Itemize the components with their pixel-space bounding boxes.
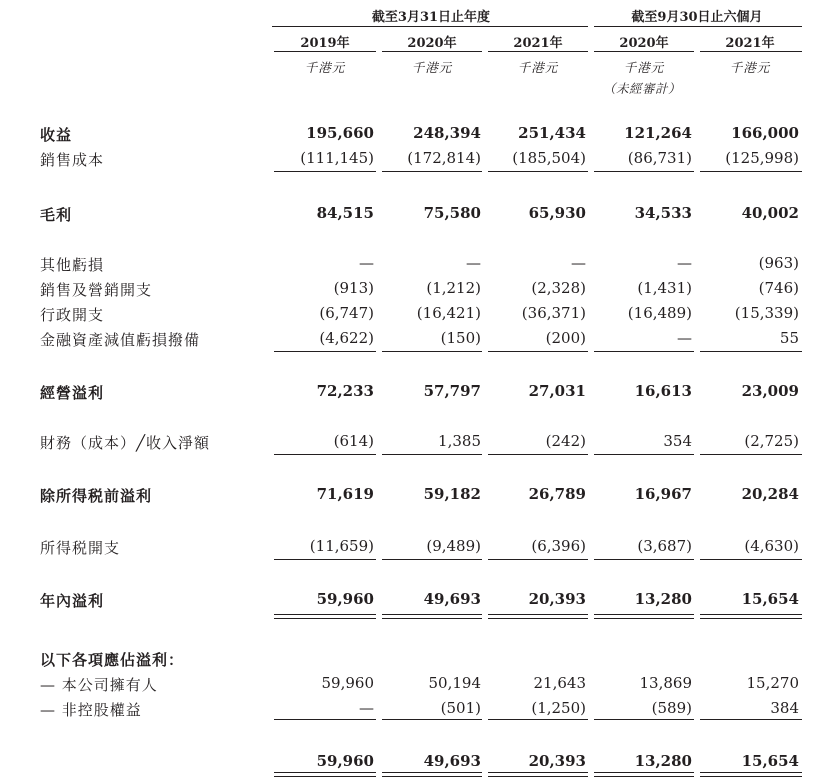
row-value-col-1: (614) — [333, 432, 374, 450]
double-rule-profit-5 — [700, 614, 802, 619]
table-row — [0, 674, 813, 696]
rule-impairment-5 — [700, 351, 802, 352]
row-value-col-4: 13,280 — [634, 590, 692, 608]
year-rule-5 — [700, 51, 802, 52]
table-row — [0, 304, 813, 326]
row-value-col-3: 65,930 — [528, 204, 586, 222]
row-value-col-1: (111,145) — [300, 149, 374, 167]
row-value-col-2: (1,212) — [426, 279, 481, 297]
row-value-col-4: 13,280 — [634, 752, 692, 770]
table-row — [0, 329, 813, 351]
row-label: — 本公司擁有人 — [40, 676, 158, 694]
table-row — [0, 382, 813, 404]
year-rule-4 — [594, 51, 694, 52]
row-label: 銷售成本 — [40, 151, 105, 169]
row-value-col-1: 59,960 — [321, 674, 374, 692]
row-value-col-5: 23,009 — [741, 382, 799, 400]
row-value-col-1: (913) — [333, 279, 374, 297]
row-label: 除所得税前溢利 — [40, 487, 153, 505]
row-value-col-5: 15,270 — [746, 674, 799, 692]
group-rule-six-months — [594, 26, 802, 27]
row-value-col-3: (200) — [545, 329, 586, 347]
year-header-5: 2021年 — [725, 36, 775, 51]
table-row — [0, 432, 813, 454]
row-value-col-3: (185,504) — [512, 149, 586, 167]
rule-finance-3 — [488, 454, 588, 455]
double-rule-total-1 — [274, 772, 376, 777]
table-row — [0, 204, 813, 226]
rule-finance-2 — [382, 454, 482, 455]
rule-tax-3 — [488, 559, 588, 560]
row-value-col-1: 195,660 — [306, 124, 374, 142]
row-value-col-5: 40,002 — [741, 204, 799, 222]
row-value-col-3: (1,250) — [531, 699, 586, 717]
row-value-col-2: 50,194 — [428, 674, 481, 692]
row-value-col-4: 354 — [663, 432, 692, 450]
row-value-col-5: 384 — [770, 699, 799, 717]
row-value-col-2: 59,182 — [423, 485, 481, 503]
group-header-annual: 截至3月31日止年度 — [371, 10, 491, 25]
rule-cost-of-sales — [274, 171, 376, 172]
row-label: 銷售及營銷開支 — [40, 281, 153, 299]
row-value-col-1: 71,619 — [316, 485, 374, 503]
year-rule-1 — [274, 51, 376, 52]
row-value-col-4: 34,533 — [634, 204, 692, 222]
row-value-col-4: 13,869 — [639, 674, 692, 692]
table-row — [0, 649, 813, 671]
row-value-col-4: (1,431) — [637, 279, 692, 297]
row-value-col-3: (6,396) — [531, 537, 586, 555]
row-value-col-3: 251,434 — [518, 124, 586, 142]
unit-label-2: 千港元 — [411, 60, 453, 75]
row-label: 行政開支 — [40, 306, 105, 324]
row-value-col-2: 57,797 — [423, 382, 481, 400]
row-label: 財務（成本）╱收入淨額 — [40, 434, 211, 452]
table-row — [0, 124, 813, 146]
unit-label-3: 千港元 — [517, 60, 559, 75]
group-rule-annual — [272, 26, 588, 27]
rule-finance-1 — [274, 454, 376, 455]
row-value-col-3: 27,031 — [528, 382, 586, 400]
row-label: 其他虧損 — [40, 256, 105, 274]
table-row — [0, 590, 813, 612]
row-value-col-3: 20,393 — [528, 752, 586, 770]
row-value-col-1: 72,233 — [316, 382, 374, 400]
row-value-col-4: (3,687) — [637, 537, 692, 555]
row-value-col-1: — — [359, 254, 374, 272]
row-value-col-2: 49,693 — [423, 752, 481, 770]
double-rule-total-5 — [700, 772, 802, 777]
row-label: 金融資產減值虧損撥備 — [40, 331, 201, 349]
row-value-col-3: 26,789 — [528, 485, 586, 503]
row-value-col-4: (86,731) — [627, 149, 692, 167]
row-value-col-3: 21,643 — [533, 674, 586, 692]
row-value-col-4: — — [677, 329, 692, 347]
row-value-col-4: 16,967 — [634, 485, 692, 503]
row-value-col-3: (36,371) — [521, 304, 586, 322]
row-value-col-2: 1,385 — [438, 432, 481, 450]
row-value-col-2: (16,421) — [416, 304, 481, 322]
double-rule-profit-4 — [594, 614, 694, 619]
row-value-col-2: (172,814) — [407, 149, 481, 167]
table-row — [0, 699, 813, 721]
double-rule-total-2 — [382, 772, 482, 777]
rule-impairment-3 — [488, 351, 588, 352]
row-label: 收益 — [40, 126, 73, 144]
row-value-col-5: 20,284 — [741, 485, 799, 503]
group-header-six-months: 截至9月30日止六個月 — [631, 10, 763, 25]
table-row — [0, 149, 813, 171]
rule-impairment-2 — [382, 351, 482, 352]
row-value-col-2: — — [466, 254, 481, 272]
row-value-col-1: — — [359, 699, 374, 717]
row-value-col-5: (125,998) — [725, 149, 799, 167]
double-rule-total-3 — [488, 772, 588, 777]
row-value-col-5: 15,654 — [741, 752, 799, 770]
table-row — [0, 537, 813, 559]
row-value-col-4: 16,613 — [634, 382, 692, 400]
rule-cost-of-sales-3 — [488, 171, 588, 172]
year-header-4: 2020年 — [619, 36, 669, 51]
row-value-col-3: (242) — [545, 432, 586, 450]
row-value-col-5: (2,725) — [744, 432, 799, 450]
rule-nci-2 — [382, 719, 482, 720]
row-value-col-1: (6,747) — [319, 304, 374, 322]
rule-nci-1 — [274, 719, 376, 720]
row-value-col-2: (150) — [440, 329, 481, 347]
row-label: 經營溢利 — [40, 384, 105, 402]
double-rule-total-4 — [594, 772, 694, 777]
unit-label-4: 千港元 — [623, 60, 665, 75]
table-row — [0, 752, 813, 774]
row-value-col-3: — — [571, 254, 586, 272]
year-rule-3 — [488, 51, 588, 52]
row-value-col-4: 121,264 — [624, 124, 692, 142]
double-rule-profit-1 — [274, 614, 376, 619]
row-value-col-4: — — [677, 254, 692, 272]
year-rule-2 — [382, 51, 482, 52]
rule-tax-5 — [700, 559, 802, 560]
row-value-col-2: (9,489) — [426, 537, 481, 555]
rule-impairment-1 — [274, 351, 376, 352]
row-value-col-5: (15,339) — [734, 304, 799, 322]
rule-impairment-4 — [594, 351, 694, 352]
year-header-1: 2019年 — [300, 36, 350, 51]
row-value-col-3: (2,328) — [531, 279, 586, 297]
row-label: — 非控股權益 — [40, 701, 142, 719]
row-value-col-4: (16,489) — [627, 304, 692, 322]
row-value-col-5: (963) — [758, 254, 799, 272]
rule-tax-1 — [274, 559, 376, 560]
row-value-col-5: (4,630) — [744, 537, 799, 555]
rule-nci-4 — [594, 719, 694, 720]
rule-tax-4 — [594, 559, 694, 560]
row-value-col-1: (4,622) — [319, 329, 374, 347]
row-value-col-2: (501) — [440, 699, 481, 717]
row-value-col-4: (589) — [651, 699, 692, 717]
row-value-col-1: (11,659) — [309, 537, 374, 555]
rule-cost-of-sales-4 — [594, 171, 694, 172]
row-value-col-5: 15,654 — [741, 590, 799, 608]
row-value-col-5: 166,000 — [731, 124, 799, 142]
table-row — [0, 279, 813, 301]
year-header-2: 2020年 — [407, 36, 457, 51]
row-value-col-3: 20,393 — [528, 590, 586, 608]
row-label: 年內溢利 — [40, 592, 105, 610]
double-rule-profit-3 — [488, 614, 588, 619]
table-row — [0, 254, 813, 276]
unit-label-5: 千港元 — [729, 60, 771, 75]
rule-cost-of-sales-5 — [700, 171, 802, 172]
rule-cost-of-sales-2 — [382, 171, 482, 172]
row-value-col-2: 49,693 — [423, 590, 481, 608]
rule-nci-3 — [488, 719, 588, 720]
row-value-col-1: 84,515 — [316, 204, 374, 222]
rule-tax-2 — [382, 559, 482, 560]
unaudited-note: （未經審計） — [602, 81, 681, 96]
row-label: 以下各項應佔溢利： — [40, 651, 185, 669]
double-rule-profit-2 — [382, 614, 482, 619]
rule-nci-5 — [700, 719, 802, 720]
unit-label-1: 千港元 — [304, 60, 346, 75]
row-value-col-1: 59,960 — [316, 752, 374, 770]
row-value-col-5: (746) — [758, 279, 799, 297]
row-value-col-1: 59,960 — [316, 590, 374, 608]
row-label: 所得税開支 — [40, 539, 121, 557]
row-label: 毛利 — [40, 206, 73, 224]
row-value-col-2: 248,394 — [413, 124, 481, 142]
row-value-col-2: 75,580 — [423, 204, 481, 222]
year-header-3: 2021年 — [513, 36, 563, 51]
row-value-col-5: 55 — [779, 329, 799, 347]
rule-finance-4 — [594, 454, 694, 455]
rule-finance-5 — [700, 454, 802, 455]
table-row — [0, 485, 813, 507]
